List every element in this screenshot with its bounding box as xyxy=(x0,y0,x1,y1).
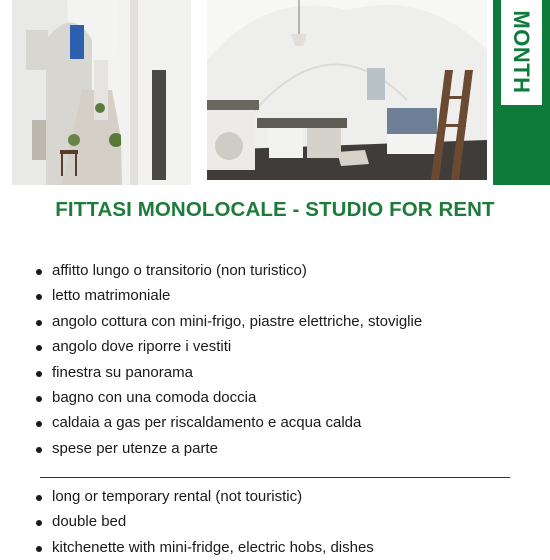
list-item: spese per utenze a parte xyxy=(36,436,536,461)
features-list-italian xyxy=(36,258,536,461)
studio-interior-photo xyxy=(207,0,487,180)
list-item: affitto lungo o transitorio (non turistico) xyxy=(36,258,536,283)
page-title: FITTASI MONOLOCALE - STUDIO FOR RENT xyxy=(55,198,495,221)
month-banner xyxy=(493,0,550,185)
month-banner-text: MONTH xyxy=(509,10,534,94)
list-item: angolo dove riporre i vestiti xyxy=(36,334,536,359)
list-item: double bed xyxy=(36,509,536,534)
features-list-english xyxy=(36,484,536,560)
list-item: finestra su panorama xyxy=(36,360,536,385)
list-item: caldaia a gas per riscaldamento e acqua calda xyxy=(36,410,536,435)
alley-photo xyxy=(12,0,191,185)
list-item: bagno con una comoda doccia xyxy=(36,385,536,410)
section-divider xyxy=(40,477,510,478)
list-item: long or temporary rental (not touristic) xyxy=(36,484,536,509)
list-item: angolo cottura con mini-frigo, piastre elettriche, stoviglie xyxy=(36,309,536,334)
list-item: letto matrimoniale xyxy=(36,283,536,308)
list-item: kitchenette with mini-fridge, electric hobs, dishes xyxy=(36,535,536,560)
